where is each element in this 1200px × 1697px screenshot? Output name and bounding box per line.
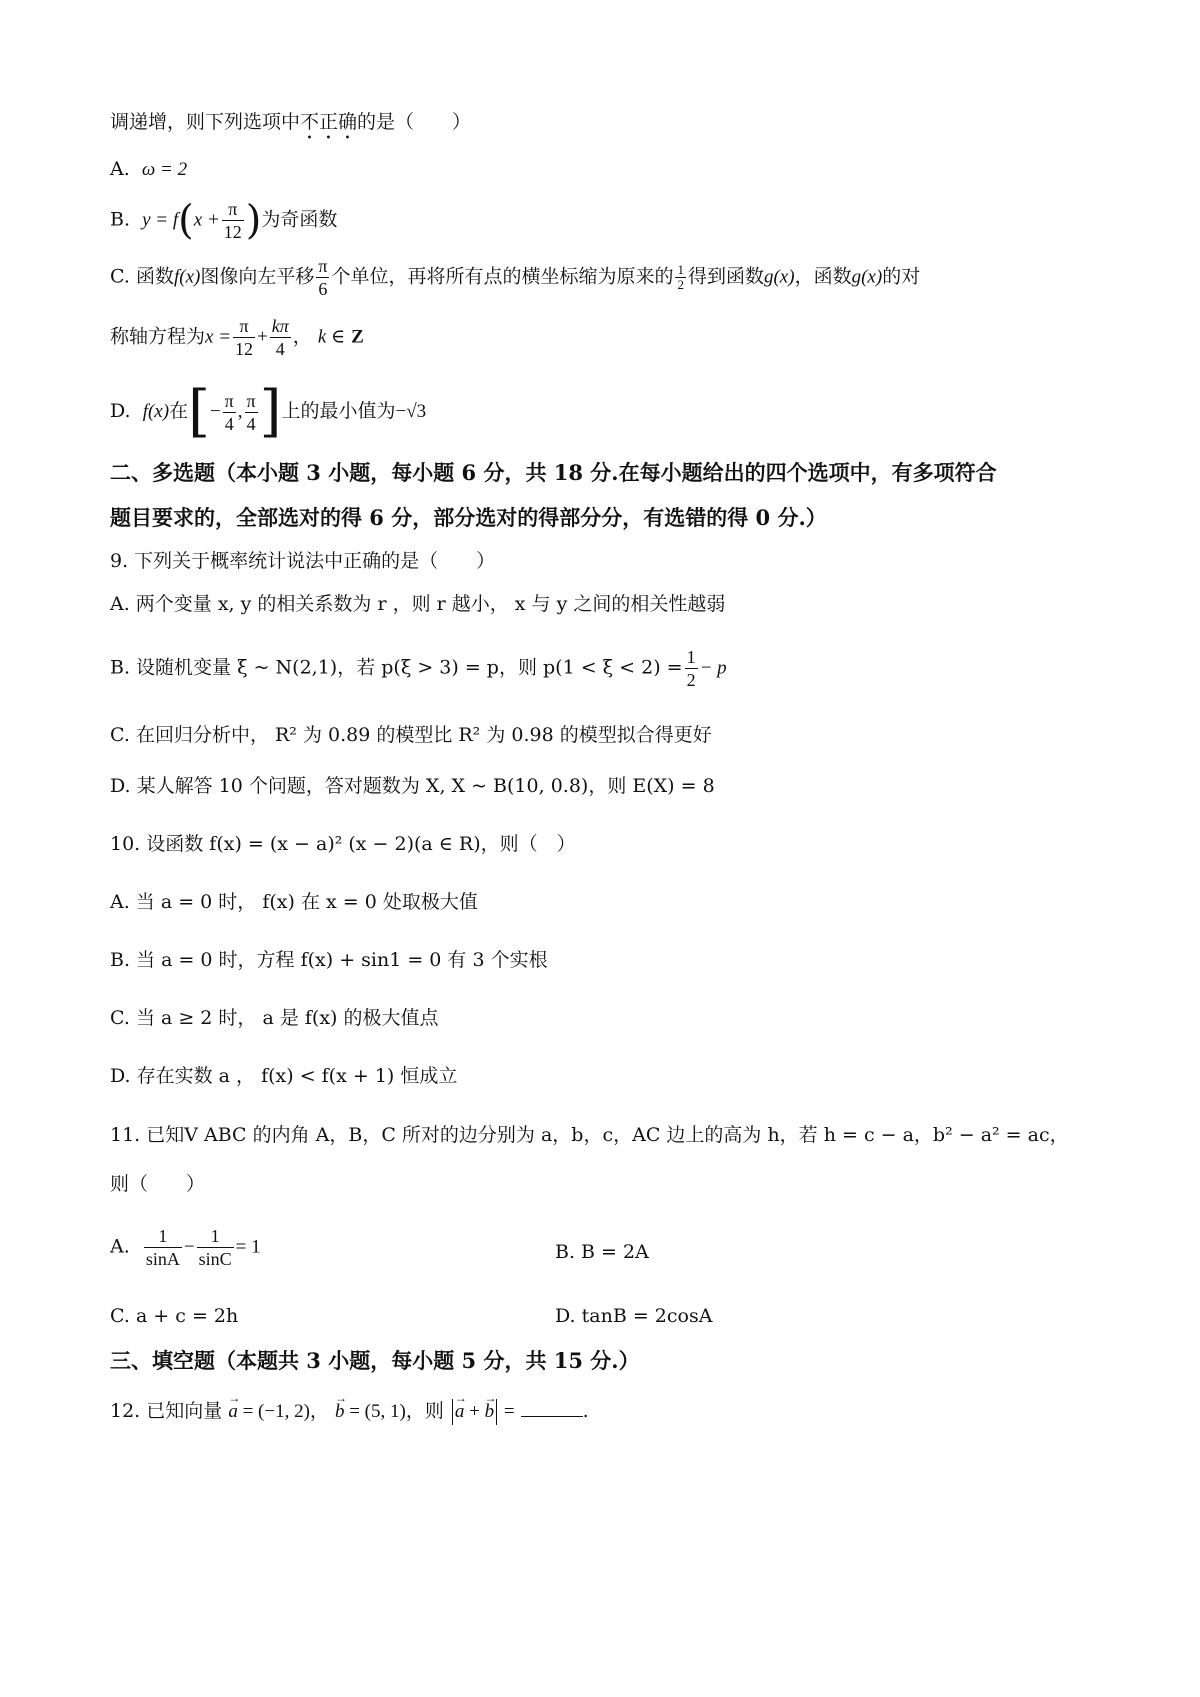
q11-option-d: D. tanB = 2cosA xyxy=(555,1305,713,1327)
frac-num: 1 xyxy=(197,1225,234,1248)
frac-num: π xyxy=(222,198,244,221)
q8-stem-end: 的是（ ） xyxy=(357,111,472,133)
frac-den: 4 xyxy=(246,413,256,434)
option-a-math: ω = 2 xyxy=(141,159,188,180)
answer-blank[interactable] xyxy=(521,1398,583,1417)
frac-num: 1 xyxy=(677,262,684,277)
fraction-pi-4 xyxy=(245,390,258,435)
q12-a-val: = (−1, 2)， xyxy=(237,1401,329,1422)
section2-heading-line1: 二、多选题（本小题 3 小题，每小题 6 分，共 18 分.在每小题给出的四个选项中，有多项符合 xyxy=(110,460,997,485)
q10-option-a: A. 当 a = 0 时， f(x) 在 x = 0 处取极大值 xyxy=(110,891,478,913)
frac-den: 2 xyxy=(686,670,696,690)
q12-end: . xyxy=(582,1400,589,1422)
abs-bar-left xyxy=(452,1399,453,1425)
c-fx: f(x) xyxy=(173,266,201,288)
fraction-1-sinC xyxy=(197,1225,234,1270)
q8-option-d xyxy=(110,379,427,444)
q11-stem: 11. 已知V ABC 的内角 A，B，C 所对的边分别为 a，b，c，AC 边上的高为 h，若 h = c − a，b² − a² = ac， xyxy=(110,1124,1069,1146)
d-fx: f(x) xyxy=(142,401,170,422)
vector-b: → b xyxy=(485,1398,495,1426)
option-label: D. xyxy=(110,400,131,422)
q9-option-d: D. 某人解答 10 个问题，答对题数为 X, X ~ B(10, 0.8)，则 E(X) = 8 xyxy=(110,775,715,797)
q12-pre: 12. 已知向量 xyxy=(110,1400,223,1422)
c2-k: k ∈ xyxy=(317,326,346,348)
frac-den: 4 xyxy=(224,413,234,434)
frac-den: 6 xyxy=(318,279,328,299)
option-label: A. xyxy=(110,1235,130,1258)
fraction-half xyxy=(685,646,698,691)
c2-text2: ， xyxy=(292,325,312,348)
vector-a: → a xyxy=(228,1398,238,1426)
c2-x: x = xyxy=(205,326,232,348)
q10-option-d: D. 存在实数 a ， f(x) < f(x + 1) 恒成立 xyxy=(110,1065,458,1087)
q9-option-a: A. 两个变量 x, y 的相关系数为 r ，则 r 越小， x 与 y 之间的相关性越弱 xyxy=(110,593,726,615)
option-label: A. xyxy=(110,158,130,180)
fraction-kpi-4 xyxy=(270,315,291,360)
q8-stem xyxy=(110,108,471,144)
option-label: B. xyxy=(110,208,131,231)
q12-stem xyxy=(110,1397,589,1426)
q10-option-c: C. 当 a ≥ 2 时， a 是 f(x) 的极大值点 xyxy=(110,1007,439,1029)
q8-option-b xyxy=(110,198,337,243)
frac-num: π xyxy=(224,390,234,411)
c-text4: 得到函数 xyxy=(687,265,764,288)
q11-a-eq: = 1 xyxy=(235,1236,261,1258)
frac-num: π xyxy=(246,390,256,411)
q9-b-pre: B. 设随机变量 ξ ~ N(2,1)，若 p(ξ > 3) = p，则 p(1 < ξ < 2) = xyxy=(110,656,683,679)
q8-option-a xyxy=(110,155,187,184)
d-val: −√3 xyxy=(395,401,427,422)
fraction-pi-6 xyxy=(316,255,329,300)
q8-option-c-line2 xyxy=(110,315,364,360)
q12-plus: + xyxy=(464,1401,485,1422)
fraction-half xyxy=(675,263,686,292)
c2-Z: Z xyxy=(351,326,364,348)
frac-den: sinA xyxy=(145,1249,180,1269)
q12-eq: = xyxy=(499,1401,515,1422)
q9-option-c: C. 在回归分析中， R² 为 0.89 的模型比 R² 为 0.98 的模型拟合得更好 xyxy=(110,724,712,746)
frac-den: 2 xyxy=(677,277,684,292)
paren-left: ( xyxy=(178,197,194,244)
c-text3: 个单位，再将所有点的横坐标缩为原来的 xyxy=(331,265,674,288)
q9-stem: 9. 下列关于概率统计说法中正确的是（ ） xyxy=(110,550,496,572)
frac-num: π xyxy=(318,256,328,276)
c-gx2: g(x) xyxy=(851,266,883,288)
vector-a: → a xyxy=(455,1398,465,1426)
frac-num: 1 xyxy=(686,647,696,667)
q11-a-minus: − xyxy=(183,1236,195,1258)
q8-option-c-line1 xyxy=(110,255,920,300)
q11-option-b: B. B = 2A xyxy=(555,1241,649,1263)
c-gx: g(x) xyxy=(763,266,795,288)
paren-right: ) xyxy=(245,197,262,244)
frac-den: 12 xyxy=(235,339,254,359)
frac-den: 4 xyxy=(275,339,285,359)
c-text1: 函数 xyxy=(135,265,174,288)
fraction-1-sinA xyxy=(144,1225,182,1270)
frac-num: π xyxy=(233,315,255,338)
q8-stem-emphasis: 不正确 xyxy=(300,111,358,133)
q11-stem2: 则（ ） xyxy=(110,1173,206,1195)
frac-den: sinC xyxy=(198,1249,232,1269)
option-b-arg: x + xyxy=(193,209,220,231)
q10-option-b: B. 当 a = 0 时，方程 f(x) + sin1 = 0 有 3 个实根 xyxy=(110,949,548,971)
c-text2: 图像向左平移 xyxy=(200,265,315,288)
bracket-left: [ xyxy=(188,379,210,444)
d-comma: , xyxy=(237,401,243,422)
option-b-func: y = f xyxy=(142,209,179,231)
fraction-pi-12 xyxy=(222,198,244,243)
q10-stem: 10. 设函数 f(x) = (x − a)² (x − 2)(a ∈ R)，则（ ） xyxy=(110,833,576,855)
q11-option-a xyxy=(110,1225,261,1270)
q11-option-c: C. a + c = 2h xyxy=(110,1305,239,1327)
q9-option-b xyxy=(110,646,727,691)
option-label: C. xyxy=(110,265,130,288)
fraction-pi-12 xyxy=(233,315,255,360)
vector-b: → b xyxy=(335,1398,345,1426)
q9-b-post: − p xyxy=(699,657,727,679)
frac-num: kπ xyxy=(271,316,289,336)
c2-text1: 称轴方程为 xyxy=(110,325,206,348)
d-text1: 在 xyxy=(169,400,189,422)
d-neg: − xyxy=(209,401,221,422)
d-text2: 上的最小值为 xyxy=(281,400,396,422)
frac-den: 12 xyxy=(223,222,242,242)
frac-num: 1 xyxy=(144,1225,182,1248)
fraction-pi-4 xyxy=(223,390,236,435)
section3-heading: 三、填空题（本题共 3 小题，每小题 5 分，共 15 分.） xyxy=(110,1348,640,1373)
q12-b-val: = (5, 1)，则 xyxy=(344,1401,444,1422)
option-b-text: 为奇函数 xyxy=(261,208,338,231)
c2-plus: + xyxy=(257,326,268,348)
bracket-right: ] xyxy=(259,379,282,444)
c-text6: 的对 xyxy=(882,265,921,288)
q8-stem-text: 调递增，则下列选项中 xyxy=(110,111,301,133)
c-text5: ，函数 xyxy=(794,265,852,288)
section2-heading-line2: 题目要求的，全部选对的得 6 分，部分选对的得部分分，有选错的得 0 分.） xyxy=(110,505,827,530)
